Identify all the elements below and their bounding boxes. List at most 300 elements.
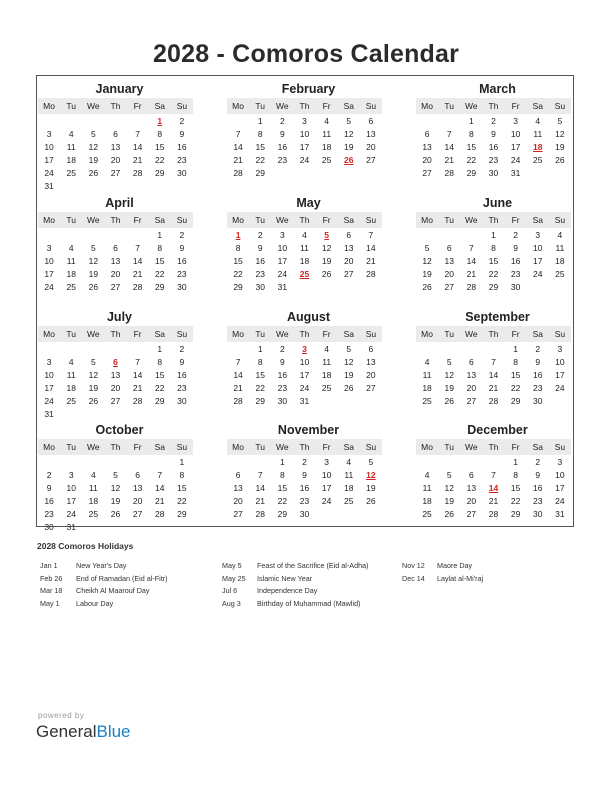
day-cell: 6 — [135, 470, 140, 480]
day-cell: 16 — [533, 483, 543, 493]
weekday-label: Sa — [343, 101, 354, 111]
day-cell: 1 — [257, 116, 263, 126]
weekday-label: Tu — [66, 442, 77, 452]
day-cell: 16 — [533, 370, 543, 380]
weekday-label: Su — [554, 442, 566, 452]
holidays-title: 2028 Comoros Holidays — [37, 541, 134, 551]
day-cell: 12 — [344, 357, 354, 367]
day-cell: 6 — [424, 129, 430, 139]
day-cell: 8 — [157, 243, 163, 253]
day-cell: 10 — [66, 483, 76, 493]
day-cell: 20 — [466, 383, 477, 393]
day-cell: 18 — [422, 383, 432, 393]
day-cell: 1 — [157, 230, 163, 240]
day-cell: 21 — [155, 496, 165, 506]
day-cell: 16 — [44, 496, 54, 506]
month-name: July — [106, 310, 132, 324]
day-cell: 17 — [555, 483, 565, 493]
weekday-label: Sa — [532, 215, 543, 225]
weekday-label: We — [276, 329, 289, 339]
empty-cell — [104, 456, 126, 469]
weekday-label: Tu — [255, 329, 266, 339]
day-cell: 3 — [557, 344, 563, 354]
day-cell: 10 — [533, 243, 543, 253]
day-cell: 11 — [322, 129, 332, 139]
day-cell: 13 — [444, 256, 454, 266]
day-cell: 3 — [46, 243, 52, 253]
empty-cell — [104, 115, 126, 128]
day-grid — [416, 456, 571, 521]
empty-cell — [227, 456, 249, 469]
day-cell: 30 — [177, 282, 187, 292]
day-cell: 12 — [444, 370, 454, 380]
day-cell: 25 — [422, 396, 432, 406]
day-grid — [227, 115, 382, 180]
holiday-name: New Year's Day — [76, 561, 127, 570]
day-cell: 17 — [66, 496, 76, 506]
day-cell: 2 — [179, 116, 185, 126]
weekday-label: Th — [488, 215, 499, 225]
day-cell: 25 — [555, 269, 565, 279]
day-cell: 10 — [277, 243, 288, 253]
day-cell: 20 — [344, 256, 354, 266]
day-cell: 7 — [157, 470, 163, 480]
weekday-label: Sa — [532, 442, 543, 452]
weekday-label: Su — [176, 329, 188, 339]
day-cell: 9 — [179, 243, 185, 253]
day-cell: 2 — [535, 457, 541, 467]
empty-cell — [416, 343, 438, 356]
empty-cell — [460, 343, 482, 356]
day-cell: 2 — [491, 116, 496, 126]
day-cell: 16 — [177, 256, 187, 266]
weekday-label: Th — [110, 101, 121, 111]
day-cell: 8 — [513, 470, 518, 480]
day-cell: 3 — [46, 129, 52, 139]
day-cell: 6 — [113, 129, 118, 139]
month-august — [227, 310, 382, 408]
empty-cell — [227, 115, 249, 128]
day-cell: 30 — [488, 168, 499, 178]
day-cell: 28 — [233, 168, 243, 178]
weekday-label: Fr — [133, 215, 142, 225]
day-cell: 20 — [466, 496, 477, 506]
day-cell: 7 — [235, 129, 241, 139]
empty-cell — [82, 115, 104, 128]
weekday-label: Mo — [421, 215, 433, 225]
day-cell: 26 — [321, 269, 332, 279]
weekday-header — [416, 439, 571, 455]
holiday-name: Labour Day — [76, 598, 114, 608]
day-cell: 23 — [255, 269, 265, 279]
day-cell: 28 — [132, 282, 143, 292]
day-cell: 25 — [88, 509, 99, 519]
weekday-label: Sa — [532, 101, 543, 111]
month-name: May — [296, 196, 321, 210]
empty-cell — [60, 229, 82, 242]
day-cell: 18 — [299, 256, 310, 266]
day-cell: 16 — [299, 483, 310, 493]
day-cell: 31 — [44, 181, 54, 191]
holiday-name: Birthday of Muhammad (Mawlid) — [257, 598, 361, 608]
day-cell: 24 — [555, 496, 565, 506]
day-cell: 2 — [279, 344, 285, 354]
day-cell: 7 — [135, 129, 140, 139]
day-cell: 22 — [233, 269, 243, 279]
day-cell: 25 — [321, 383, 332, 393]
day-cell: 20 — [233, 496, 243, 506]
day-cell: 15 — [255, 142, 265, 152]
empty-cell — [38, 115, 60, 128]
day-cell: 1 — [179, 457, 185, 467]
day-cell: 27 — [110, 282, 121, 292]
weekday-label: Fr — [511, 101, 520, 111]
weekday-label: We — [87, 101, 100, 111]
empty-cell — [127, 343, 149, 356]
day-cell: 19 — [88, 155, 99, 165]
day-cell: 12 — [88, 370, 99, 380]
day-cell: 24 — [510, 155, 521, 165]
day-cell: 30 — [177, 396, 187, 406]
month-june — [416, 196, 571, 294]
holiday-row — [222, 598, 368, 611]
day-cell: 29 — [277, 509, 288, 519]
day-cell: 7 — [491, 357, 496, 367]
empty-cell — [416, 456, 438, 469]
day-cell: 23 — [510, 269, 521, 279]
weekday-label: Mo — [232, 215, 244, 225]
weekday-label: Fr — [133, 101, 142, 111]
day-cell: 24 — [299, 155, 310, 165]
day-cell: 11 — [88, 483, 98, 493]
day-cell: 10 — [555, 357, 565, 367]
day-cell: 9 — [279, 357, 285, 367]
day-cell: 19 — [422, 269, 432, 279]
day-cell: 9 — [257, 243, 263, 253]
weekday-label: Sa — [154, 215, 165, 225]
day-cell: 21 — [466, 269, 477, 279]
weekday-header — [416, 326, 571, 342]
day-cell: 10 — [44, 142, 54, 152]
day-grid — [416, 115, 571, 180]
day-cell: 30 — [177, 168, 187, 178]
day-cell: 24 — [44, 168, 54, 178]
weekday-label: Mo — [43, 215, 55, 225]
day-cell: 26 — [88, 168, 99, 178]
day-cell: 28 — [233, 396, 243, 406]
day-cell: 22 — [255, 155, 265, 165]
day-cell: 12 — [88, 142, 99, 152]
day-cell: 24 — [44, 396, 54, 406]
day-cell: 21 — [132, 383, 143, 393]
weekday-label: Mo — [43, 442, 55, 452]
day-cell: 3 — [324, 457, 329, 467]
month-september — [416, 310, 571, 408]
day-cell: 28 — [488, 396, 499, 406]
weekday-label: Mo — [43, 101, 55, 111]
day-cell: 16 — [277, 142, 288, 152]
day-cell: 24 — [299, 383, 310, 393]
day-cell: 30 — [510, 282, 521, 292]
day-cell: 6 — [368, 344, 374, 354]
holiday-date: May 1 — [40, 598, 60, 608]
day-cell: 24 — [555, 383, 565, 393]
day-cell: 16 — [177, 370, 187, 380]
weekday-label: Su — [176, 442, 188, 452]
day-cell: 18 — [321, 142, 332, 152]
day-cell: 12 — [88, 256, 99, 266]
day-cell: 11 — [555, 243, 565, 253]
holiday-row — [40, 598, 167, 611]
day-cell: 27 — [110, 396, 121, 406]
day-cell: 23 — [299, 496, 310, 506]
day-cell: 23 — [277, 155, 288, 165]
holiday-row — [222, 560, 368, 573]
day-cell: 7 — [135, 243, 140, 253]
weekday-label: Fr — [322, 101, 331, 111]
day-cell: 14 — [132, 142, 143, 152]
day-cell: 20 — [110, 269, 121, 279]
day-cell: 13 — [466, 370, 477, 380]
day-cell: 14 — [255, 483, 265, 493]
empty-cell — [127, 229, 149, 242]
day-cell: 3 — [279, 230, 285, 240]
day-cell: 25 — [422, 509, 432, 519]
day-cell: 2 — [46, 470, 52, 480]
day-cell: 4 — [68, 243, 74, 253]
holiday-day-cell: 14 — [488, 483, 499, 493]
day-cell: 23 — [177, 155, 187, 165]
day-cell: 12 — [344, 129, 354, 139]
day-cell: 18 — [66, 155, 76, 165]
day-cell: 6 — [446, 243, 452, 253]
day-cell: 30 — [44, 522, 54, 532]
day-cell: 6 — [468, 357, 474, 367]
weekday-header — [38, 98, 193, 114]
day-cell: 29 — [488, 282, 499, 292]
day-cell: 14 — [132, 256, 143, 266]
weekday-label: Sa — [154, 101, 165, 111]
day-cell: 27 — [366, 383, 376, 393]
day-cell: 7 — [468, 243, 474, 253]
day-cell: 28 — [155, 509, 165, 519]
day-cell: 11 — [422, 370, 432, 380]
day-cell: 14 — [233, 142, 243, 152]
day-cell: 21 — [132, 269, 143, 279]
day-cell: 9 — [179, 129, 185, 139]
weekday-label: Sa — [343, 215, 354, 225]
day-grid — [38, 229, 193, 294]
weekday-label: Sa — [532, 329, 543, 339]
empty-cell — [38, 229, 60, 242]
holiday-day-cell: 5 — [324, 230, 329, 240]
day-cell: 19 — [444, 496, 454, 506]
weekday-label: Tu — [444, 215, 455, 225]
day-cell: 31 — [44, 409, 54, 419]
day-cell: 5 — [113, 470, 118, 480]
empty-cell — [438, 456, 460, 469]
day-cell: 19 — [321, 256, 332, 266]
month-february — [227, 82, 382, 180]
day-cell: 25 — [66, 396, 76, 406]
day-cell: 11 — [344, 470, 354, 480]
day-cell: 22 — [155, 383, 165, 393]
day-cell: 4 — [324, 344, 329, 354]
day-cell: 28 — [132, 396, 143, 406]
holiday-day-cell: 1 — [157, 116, 163, 126]
day-cell: 29 — [510, 396, 521, 406]
day-cell: 14 — [444, 142, 454, 152]
holidays-column — [222, 560, 368, 610]
day-cell: 13 — [422, 142, 432, 152]
day-cell: 5 — [90, 357, 96, 367]
weekday-label: Th — [299, 442, 310, 452]
holiday-day-cell: 18 — [533, 142, 543, 152]
day-cell: 27 — [132, 509, 143, 519]
day-cell: 7 — [257, 470, 263, 480]
weekday-label: Th — [299, 101, 310, 111]
day-cell: 8 — [468, 129, 474, 139]
weekday-header — [227, 439, 382, 455]
day-cell: 29 — [255, 168, 265, 178]
weekday-label: We — [276, 215, 289, 225]
day-cell: 27 — [444, 282, 454, 292]
weekday-label: We — [465, 329, 478, 339]
month-april — [38, 196, 193, 294]
day-grid — [227, 456, 382, 521]
day-cell: 16 — [255, 256, 265, 266]
empty-cell — [82, 343, 104, 356]
empty-cell — [416, 115, 438, 128]
day-cell: 26 — [555, 155, 565, 165]
day-cell: 4 — [424, 470, 430, 480]
month-name: April — [105, 196, 134, 210]
day-grid — [38, 456, 193, 534]
day-cell: 14 — [155, 483, 165, 493]
generalblue-logo — [36, 722, 131, 742]
day-cell: 31 — [66, 522, 76, 532]
month-july — [38, 310, 193, 421]
day-cell: 15 — [177, 483, 187, 493]
day-cell: 12 — [555, 129, 565, 139]
day-cell: 12 — [110, 483, 121, 493]
day-cell: 13 — [110, 370, 121, 380]
day-cell: 28 — [255, 509, 265, 519]
day-cell: 31 — [555, 509, 565, 519]
empty-cell — [416, 229, 438, 242]
day-cell: 6 — [368, 116, 374, 126]
weekday-label: Tu — [444, 442, 455, 452]
weekday-label: Su — [176, 215, 188, 225]
weekday-label: We — [87, 215, 100, 225]
empty-cell — [104, 229, 126, 242]
day-cell: 4 — [90, 470, 96, 480]
day-cell: 25 — [533, 155, 543, 165]
day-cell: 23 — [177, 383, 187, 393]
day-cell: 4 — [346, 457, 352, 467]
holiday-name: Feast of the Sacrifice (Eid al-Adha) — [257, 561, 369, 570]
empty-cell — [482, 456, 504, 469]
holiday-date: Jul 6 — [222, 586, 238, 595]
empty-cell — [38, 343, 60, 356]
day-cell: 1 — [279, 457, 285, 467]
day-cell: 18 — [344, 483, 354, 493]
day-cell: 19 — [88, 383, 99, 393]
day-cell: 31 — [277, 282, 288, 292]
weekday-label: Su — [176, 101, 188, 111]
day-cell: 29 — [233, 282, 243, 292]
day-cell: 18 — [88, 496, 99, 506]
day-cell: 9 — [535, 470, 541, 480]
holiday-row — [402, 573, 483, 586]
holiday-row — [40, 585, 167, 598]
day-cell: 10 — [510, 129, 521, 139]
day-cell: 26 — [444, 396, 454, 406]
day-cell: 22 — [255, 383, 265, 393]
holiday-name: Cheikh Al Maarouf Day — [76, 586, 150, 595]
day-cell: 1 — [513, 457, 518, 467]
weekday-header — [38, 212, 193, 228]
day-cell: 9 — [46, 483, 52, 493]
day-cell: 5 — [446, 470, 452, 480]
day-cell: 27 — [422, 168, 432, 178]
weekday-label: Th — [299, 215, 310, 225]
weekday-label: Fr — [322, 329, 331, 339]
day-cell: 11 — [422, 483, 432, 493]
month-name: February — [281, 82, 336, 96]
day-cell: 26 — [366, 496, 376, 506]
weekday-label: Su — [365, 442, 377, 452]
holiday-date: Jan 1 — [40, 561, 58, 570]
day-cell: 13 — [344, 243, 354, 253]
month-name: August — [286, 310, 331, 324]
day-cell: 12 — [444, 483, 454, 493]
weekday-label: Fr — [511, 329, 520, 339]
day-cell: 20 — [110, 155, 121, 165]
day-cell: 9 — [302, 470, 307, 480]
day-cell: 8 — [491, 243, 496, 253]
brand-logo — [36, 711, 131, 742]
day-cell: 10 — [555, 470, 565, 480]
day-cell: 22 — [155, 155, 165, 165]
day-cell: 29 — [466, 168, 477, 178]
weekday-label: Sa — [154, 442, 165, 452]
day-cell: 25 — [344, 496, 354, 506]
day-cell: 25 — [321, 155, 332, 165]
weekday-header — [227, 212, 382, 228]
day-cell: 3 — [68, 470, 74, 480]
day-cell: 2 — [302, 457, 307, 467]
day-cell: 16 — [177, 142, 187, 152]
month-december — [416, 423, 571, 521]
day-cell: 2 — [179, 230, 185, 240]
day-cell: 19 — [344, 370, 354, 380]
day-cell: 13 — [110, 142, 121, 152]
empty-cell — [460, 229, 482, 242]
day-cell: 28 — [488, 509, 499, 519]
day-cell: 28 — [132, 168, 143, 178]
day-cell: 18 — [66, 383, 76, 393]
day-cell: 18 — [555, 256, 565, 266]
day-cell: 11 — [66, 142, 76, 152]
weekday-label: Su — [365, 329, 377, 339]
weekday-label: We — [465, 101, 478, 111]
day-cell: 13 — [132, 483, 143, 493]
weekday-label: Tu — [444, 101, 455, 111]
day-cell: 23 — [44, 509, 54, 519]
day-cell: 8 — [235, 243, 241, 253]
day-cell: 7 — [235, 357, 241, 367]
